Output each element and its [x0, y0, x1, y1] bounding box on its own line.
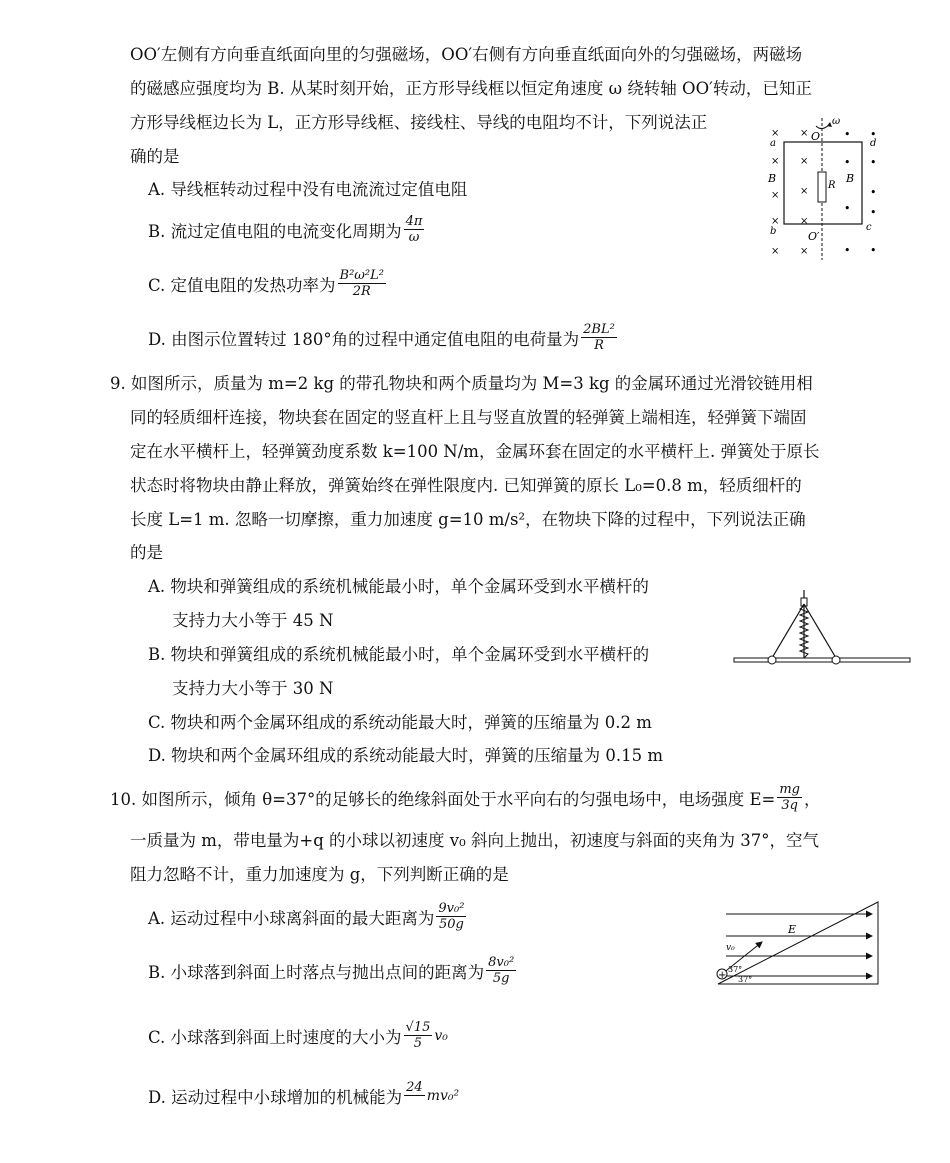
q8-option-d: [148, 322, 619, 353]
q8-option-c-numerator: B²ω²L²: [339, 268, 384, 283]
q8-field-dot: •: [870, 128, 877, 141]
q10-option-d: [148, 1080, 459, 1111]
q9-line-5: 长度 L=1 m. 忽略一切摩擦，重力加速度 g=10 m/s²，在物块下降的过程中，下列说法正确: [130, 510, 806, 529]
q10-label-v0: v₀: [726, 943, 735, 953]
q10-option-b-text: B. 小球落到斜面上时落点与抛出点间的距离为: [148, 962, 485, 982]
q8-field-dot: •: [870, 186, 877, 199]
q8-option-c-fraction: [338, 268, 386, 299]
q9-option-a-line-2: 支持力大小等于 45 N: [172, 611, 334, 630]
q9-ring-left: [768, 656, 776, 664]
q10-label-angle-2: 37°: [738, 975, 753, 984]
q10-line-2: 一质量为 m，带电量为+q 的小球以初速度 v₀ 斜向上抛出，初速度与斜面的夹角为 37°，空气: [130, 831, 819, 850]
q10-option-d-numerator: 24: [406, 1080, 423, 1095]
q8-field-dot: •: [844, 156, 851, 169]
q9-ring-right: [832, 656, 840, 664]
q8-option-b-text: B. 流过定值电阻的电流变化周期为: [148, 221, 402, 241]
q10-line-1-tail: ，: [804, 789, 821, 809]
q10-field-fraction: [777, 782, 802, 813]
q9-line-4: 状态时将物块由静止释放，弹簧始终在弹性限度内. 已知弹簧的原长 L₀=0.8 m，轻质细杆的: [130, 476, 802, 495]
q8-line-1: OO′左侧有方向垂直纸面向里的匀强磁场，OO′右侧有方向垂直纸面向外的匀强磁场，两磁场: [130, 45, 803, 64]
q8-label-c: c: [866, 222, 872, 233]
q8-rotation-arrow: [816, 124, 830, 129]
q10-field-numerator: mg: [779, 782, 801, 797]
q8-option-c-text: C. 定值电阻的发热功率为: [148, 275, 336, 295]
q9-light-rod-left: [772, 604, 804, 658]
q10-option-c-numerator: √15: [405, 1020, 431, 1035]
q8-field-cross: ×: [800, 186, 809, 197]
q10-option-c: [148, 1020, 448, 1051]
q10-option-d-denominator: [410, 1096, 418, 1111]
q10-figure-incline: [712, 898, 882, 988]
q10-option-c-denominator: 5: [413, 1036, 423, 1051]
q9-line-3: 定在水平横杆上，轻弹簧劲度系数 k=100 N/m，金属环套在固定的水平横杆上. 弹簧处于原长: [130, 442, 820, 461]
q10-line-1-text: 10. 如图所示，倾角 θ=37°的足够长的绝缘斜面处于水平向右的匀强电场中，电场强度 E=: [110, 789, 776, 809]
q10-option-c-fraction: [404, 1020, 433, 1051]
q8-option-d-fraction: [581, 322, 617, 353]
q10-label-E: E: [788, 923, 797, 936]
q8-field-cross: ×: [800, 128, 809, 139]
q8-option-c: [148, 268, 388, 299]
q9-option-d: D. 物块和两个金属环组成的系统动能最大时，弹簧的压缩量为 0.15 m: [148, 746, 664, 765]
q8-label-d: d: [870, 138, 877, 149]
q8-field-cross: ×: [800, 246, 809, 257]
q8-line-4: 确的是: [130, 147, 180, 166]
q8-field-dot: •: [870, 244, 877, 257]
q8-resistor: [818, 172, 826, 202]
q10-option-b: [148, 955, 518, 986]
q8-field-cross: ×: [771, 246, 780, 257]
q10-option-d-tail: mv₀²: [426, 1087, 460, 1104]
q8-label-O: O: [811, 130, 821, 143]
q9-light-rod-right: [804, 604, 836, 658]
q8-label-a: a: [770, 138, 776, 149]
q9-option-c: C. 物块和两个金属环组成的系统动能最大时，弹簧的压缩量为 0.2 m: [148, 713, 652, 732]
q8-label-omega: ω: [832, 116, 841, 127]
q10-label-plus: +: [718, 970, 727, 981]
q8-line-3: 方形导线框边长为 L，正方形导线框、接线柱、导线的电阻均不计，下列说法正: [130, 113, 708, 132]
q8-label-b: b: [770, 226, 777, 237]
q8-field-cross: ×: [771, 216, 780, 227]
q10-option-a: [148, 901, 468, 932]
q10-line-3: 阻力忽略不计，重力加速度为 g，下列判断正确的是: [130, 865, 509, 884]
q8-field-dot: •: [870, 206, 877, 219]
q10-option-d-fraction: [404, 1080, 425, 1111]
q10-option-c-tail: v₀: [434, 1027, 448, 1044]
q8-option-d-text: D. 由图示位置转过 180°角的过程中通定值电阻的电荷量为: [148, 329, 580, 349]
q8-figure-coil: [760, 112, 890, 262]
q8-option-b-denominator: ω: [408, 230, 420, 245]
q8-field-cross: ×: [800, 216, 809, 227]
q8-field-dot: •: [870, 156, 877, 169]
q8-option-d-denominator: R: [594, 338, 604, 353]
q10-option-a-fraction: [436, 901, 466, 932]
q8-label-B-right: B: [846, 172, 855, 185]
q8-field-dot: •: [844, 202, 851, 215]
q9-line-1: 9. 如图所示，质量为 m=2 kg 的带孔物块和两个质量均为 M=3 kg 的金属环通过光滑铰链用相: [110, 374, 813, 393]
q8-field-cross: ×: [771, 128, 780, 139]
q10-option-c-text: C. 小球落到斜面上时速度的大小为: [148, 1027, 402, 1047]
q8-label-O-prime: O′: [808, 230, 820, 243]
q8-label-R: R: [828, 180, 836, 191]
q10-line-1: [110, 782, 821, 813]
q10-option-b-denominator: 5g: [492, 971, 510, 986]
q8-line-2: 的磁感应强度均为 B. 从某时刻开始，正方形导线框以恒定角速度 ω 绕转轴 OO′转动，已知正: [130, 79, 812, 98]
q8-field-cross: ×: [800, 156, 809, 167]
q9-option-b-line-1: B. 物块和弹簧组成的系统机械能最小时，单个金属环受到水平横杆的: [148, 645, 650, 664]
q10-option-a-numerator: 9v₀²: [438, 901, 465, 916]
q10-option-a-text: A. 运动过程中小球离斜面的最大距离为: [148, 908, 435, 928]
q10-field-denominator: 3q: [781, 798, 798, 813]
q8-option-b-fraction: [404, 214, 425, 245]
q8-field-dot: •: [844, 128, 851, 141]
q10-label-angle-1: 37°: [728, 965, 743, 974]
q10-option-b-numerator: 8v₀²: [488, 955, 515, 970]
q8-option-a: A. 导线框转动过程中没有电流流过定值电阻: [148, 180, 468, 199]
q8-option-c-denominator: 2R: [352, 284, 371, 299]
q9-option-a-line-1: A. 物块和弹簧组成的系统机械能最小时，单个金属环受到水平横杆的: [148, 577, 649, 596]
q10-option-a-denominator: 50g: [438, 917, 464, 932]
q8-field-dot: •: [844, 244, 851, 257]
q9-line-2: 同的轻质细杆连接，物块套在固定的竖直杆上且与竖直放置的轻弹簧上端相连，轻弹簧下端固: [130, 408, 807, 427]
q10-option-d-text: D. 运动过程中小球增加的机械能为: [148, 1087, 403, 1107]
q8-label-B-left: B: [768, 172, 777, 185]
q10-option-b-fraction: [486, 955, 516, 986]
q8-option-d-numerator: 2BL²: [583, 322, 615, 337]
q9-line-6: 的是: [130, 543, 163, 562]
q9-horizontal-bar: [734, 658, 910, 662]
q9-figure-spring-rods: [732, 588, 912, 668]
q8-option-b: [148, 214, 426, 245]
q8-option-b-numerator: 4π: [405, 214, 423, 229]
q8-field-cross: ×: [771, 156, 780, 167]
q8-field-cross: ×: [771, 190, 780, 201]
q9-option-b-line-2: 支持力大小等于 30 N: [172, 679, 334, 698]
